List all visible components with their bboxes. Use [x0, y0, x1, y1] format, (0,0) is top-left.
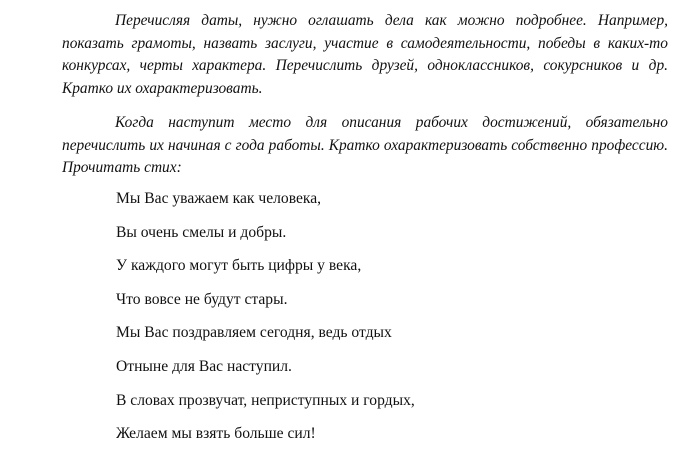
paragraph-text: Когда наступит место для описания рабочих достижений, обязательно перечислить их начиная с года работы. Кратко охарактеризовать собственно профессию. Прочитать стих: — [62, 114, 668, 176]
instruction-paragraph-2 — [62, 112, 668, 180]
poem-line: Отныне для Вас наступил. — [116, 357, 292, 375]
poem-line: Вы очень смелы и добры. — [116, 223, 287, 241]
instruction-paragraph-1 — [62, 10, 668, 100]
poem — [116, 188, 415, 457]
poem-line: У каждого могут быть цифры у века, — [116, 257, 362, 275]
poem-line: В словах прозвучат, неприступных и гордых, — [116, 391, 415, 409]
paragraph-text: Перечисляя даты, нужно оглашать дела как можно подробнее. Например, показать грамоты, назвать заслуги, участие в самодеятельности, победы в каких-то конкурсах, черты характера. Перечислить друзей, одноклассников, сокурсников и др. Кратко их охарактеризовать. — [62, 12, 668, 97]
poem-line: Мы Вас поздравляем сегодня, ведь отдых — [116, 324, 392, 342]
poem-line: Желаем мы взять больше сил! — [116, 425, 316, 443]
poem-line: Мы Вас уважаем как человека, — [116, 190, 322, 207]
poem-line: Что вовсе не будут стары. — [116, 290, 288, 308]
